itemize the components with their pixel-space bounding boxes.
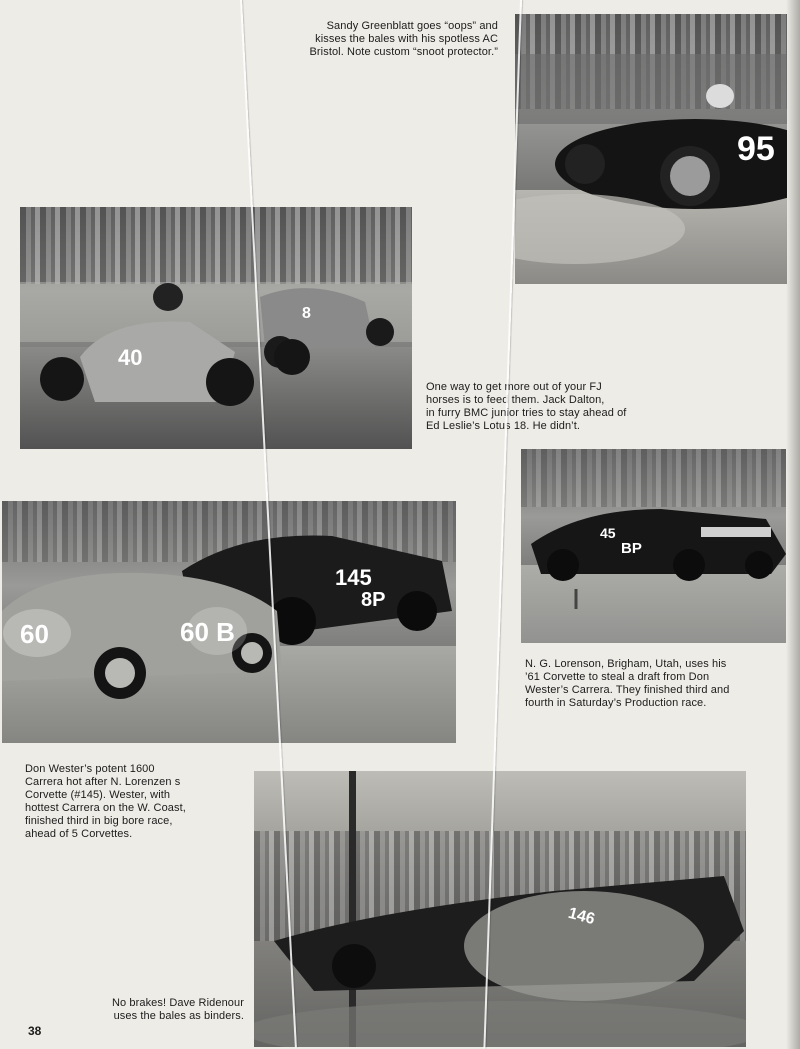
car-number-60: 60 bbox=[20, 619, 49, 649]
caption-ridenour: No brakes! Dave Ridenour uses the bales as binders. bbox=[111, 997, 244, 1022]
fj-race-cars bbox=[20, 207, 412, 449]
ridenour-bales-scene bbox=[254, 771, 746, 1047]
car-number-145: 145 bbox=[335, 565, 372, 590]
photo-fj-race bbox=[20, 207, 412, 449]
page-number: 38 bbox=[28, 1024, 42, 1038]
car-number-40: 40 bbox=[118, 345, 143, 370]
car-number-95: 95 bbox=[737, 130, 775, 168]
photo-ac-bristol bbox=[515, 14, 787, 284]
photo-carrera-corvette bbox=[2, 501, 456, 743]
car-number-146: 146 bbox=[566, 904, 597, 929]
photo-corvette-draft bbox=[521, 449, 786, 643]
car-number-bp: BP bbox=[621, 540, 642, 557]
caption-greenblatt: Sandy Greenblatt goes “oops” and kisses the bales with his spotless AC Bristol. Note custom “snoot protector.” bbox=[309, 20, 498, 58]
car-number-8: 8 bbox=[302, 305, 311, 322]
caption-wester: Don Wester’s potent 1600 Carrera hot after N. Lorenzen s Corvette (#145). Wester, with hottest Carrera on the W. Coast, finished third in big bore race, ahead of 5 Corvettes. bbox=[25, 763, 186, 840]
car-number-8p: 8P bbox=[361, 589, 386, 611]
car-number-45: 45 bbox=[600, 525, 616, 541]
caption-lorenson: N. G. Lorenson, Brigham, Utah, uses his ’61 Corvette to steal a draft from Don Wester’s Carrera. They finished third and fourth in Saturday’s Production race. bbox=[525, 658, 730, 709]
corvette-draft-car bbox=[521, 449, 786, 643]
photo-ridenour-bales bbox=[254, 771, 746, 1047]
page-edge-shadow bbox=[786, 0, 800, 1049]
caption-fj-horses: One way to get more out of your FJ horses is to feed them. Jack Dalton, in furry BMC junior tries to stay ahead of Ed Leslie’s Lotus 18. He didn’t. bbox=[426, 381, 627, 432]
car-number-60b: 60 B bbox=[180, 617, 235, 647]
